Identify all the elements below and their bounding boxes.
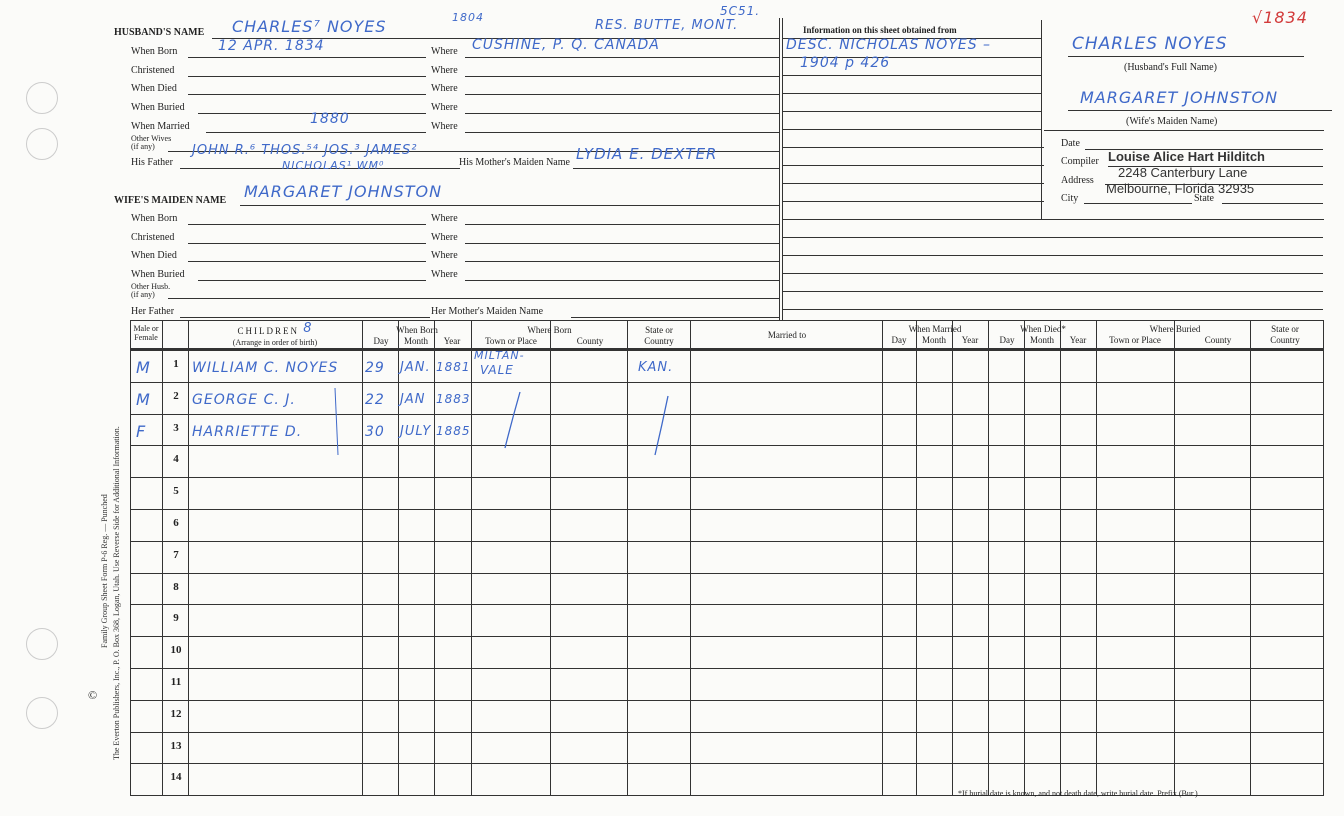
wife-mother-label: Her Mother's Maiden Name: [431, 306, 544, 317]
child-born-month: JAN.: [400, 360, 431, 375]
row-number: 11: [170, 676, 182, 688]
husband-father-value: JOHN R.⁶ THOS.⁵⁴ JOS.³ JAMES²: [192, 143, 418, 158]
when-born-header: When Born: [396, 325, 438, 335]
child-born-month: JAN: [400, 391, 426, 407]
husband-born-where-label: Where: [431, 46, 458, 57]
husband-name-label: HUSBAND'S NAME: [114, 27, 205, 38]
info-source-label: Information on this sheet obtained from: [803, 25, 957, 35]
child-sex: M: [136, 389, 151, 409]
died-day-header: Day: [999, 335, 1015, 345]
other-husb-label: Other Husb.: [131, 282, 171, 291]
child-born-day: 29: [365, 360, 385, 376]
publisher-caption: The Everton Publishers, Inc., P. O. Box 368, Logan, Utah. Use Reverse Side for Additional Information.: [112, 426, 121, 760]
other-wives-label: Other Wives: [131, 134, 172, 143]
wife-died-label: When Died: [131, 250, 177, 261]
row-number: 5: [173, 485, 179, 498]
child-name: WILLIAM C. NOYES: [192, 360, 339, 376]
wife-maiden-name-value: MARGARET JOHNSTON: [1080, 88, 1279, 107]
address-label: Address: [1061, 175, 1094, 186]
state-label: State: [1194, 193, 1214, 204]
form-caption: Family Group Sheet Form P-6 Reg. — Punched: [100, 494, 109, 648]
where-label: Where: [431, 65, 458, 76]
where-buried-header: Where Buried: [1149, 324, 1201, 334]
child-name: GEORGE C. J.: [192, 391, 296, 408]
child-name: HARRIETTE D.: [192, 423, 303, 440]
row-number: 6: [173, 517, 179, 529]
husband-born-value: 12 APR. 1834: [218, 38, 325, 54]
child-born-year: 1885: [436, 423, 471, 438]
husband-born-where-value: CUSHINE, P. Q. CANADA: [472, 37, 660, 53]
born-day-header: Day: [373, 336, 389, 346]
compiler-value: Louise Alice Hart Hilditch: [1108, 149, 1265, 164]
child-born-month: JULY: [400, 423, 432, 439]
row-number: 1: [173, 358, 179, 370]
child-born-town: MILTAN-: [474, 349, 525, 362]
city-value: Melbourne, Florida 32935: [1106, 181, 1255, 196]
children-count: 8: [303, 321, 313, 336]
married-day-header: Day: [891, 335, 907, 345]
buried-town-header: Town or Place: [1109, 335, 1161, 345]
born-year-header: Year: [443, 336, 461, 346]
husband-residence: RES. BUTTE, MONT.: [595, 18, 739, 33]
info-source-line2: 1904 p 426: [800, 55, 891, 71]
born-month-header: Month: [403, 336, 428, 346]
children-header-label: CHILDREN: [237, 326, 299, 336]
husband-name-value: CHARLES⁷ NOYES: [232, 17, 387, 36]
husband-margin-note: 5C51.: [720, 4, 761, 18]
sex-header: Male or Female: [133, 324, 159, 342]
buried-county-header: County: [1204, 335, 1232, 345]
address-value: 2248 Canterbury Lane: [1118, 165, 1248, 180]
husband-father-label: His Father: [131, 157, 173, 168]
where-label: Where: [431, 250, 458, 261]
copyright-mark: ©: [88, 688, 98, 702]
other-wives-ifany: (if any): [131, 142, 155, 151]
row-number: 10: [170, 644, 182, 657]
born-county-header: County: [576, 336, 604, 346]
husband-father-value-line2: NICHOLAS¹ WM⁰: [282, 159, 385, 172]
row-number: 7: [173, 548, 179, 561]
other-husb-ifany: (if any): [131, 290, 155, 299]
wife-buried-label: When Buried: [131, 269, 185, 280]
child-sex: F: [136, 421, 147, 441]
husband-mother-value: LYDIA E. DEXTER: [576, 145, 718, 163]
buried-state-header: State or Country: [1270, 324, 1300, 345]
wife-name-value: MARGARET JOHNSTON: [244, 182, 443, 201]
when-married-header: When Married: [908, 324, 962, 334]
row-number: 4: [173, 453, 179, 466]
row-number: 3: [173, 421, 179, 434]
row-number: 14: [170, 771, 182, 784]
born-state-header: State or Country: [644, 325, 674, 346]
reference-number: √1834: [1252, 8, 1308, 27]
husband-mother-label: His Mother's Maiden Name: [459, 157, 570, 168]
where-born-header: Where Born: [527, 325, 572, 335]
husband-full-name-value: CHARLES NOYES: [1072, 34, 1228, 54]
husband-born-label: When Born: [131, 46, 178, 57]
husband-year-note: 1804: [452, 11, 484, 24]
row-number: 8: [173, 580, 179, 593]
row-number: 13: [170, 739, 182, 752]
child-born-town-2: VALE: [480, 363, 514, 377]
where-label: Where: [431, 269, 458, 280]
born-town-header: Town or Place: [485, 336, 537, 346]
row-number: 2: [173, 389, 179, 402]
city-label: City: [1061, 193, 1079, 204]
child-sex: M: [136, 358, 151, 377]
child-born-day: 30: [365, 423, 385, 440]
child-born-year: 1883: [436, 391, 471, 406]
wife-father-label: Her Father: [131, 306, 175, 317]
where-label: Where: [431, 232, 458, 243]
husband-married-label: When Married: [131, 121, 190, 132]
husband-married-value: 1880: [310, 111, 350, 127]
husband-christened-label: Christened: [131, 65, 175, 76]
children-subheader: (Arrange in order of birth): [232, 338, 318, 347]
husband-buried-label: When Buried: [131, 102, 185, 113]
where-label: Where: [431, 83, 458, 94]
where-label: Where: [431, 213, 458, 224]
child-born-year: 1881: [436, 360, 471, 374]
child-born-day: 22: [365, 391, 385, 408]
child-born-state: KAN.: [638, 360, 674, 375]
row-number: 12: [170, 707, 182, 720]
table-footnote: *If burial date is known, and not death date, write burial date. Prefix (Bur.): [958, 789, 1198, 798]
where-label: Where: [431, 121, 458, 132]
wife-born-label: When Born: [131, 213, 178, 224]
info-source-line1: DESC. NICHOLAS NOYES –: [786, 37, 992, 53]
died-month-header: Month: [1029, 335, 1054, 345]
wife-maiden-name-caption: (Wife's Maiden Name): [1126, 116, 1218, 127]
compiler-label: Compiler: [1061, 156, 1099, 167]
husband-full-name-caption: (Husband's Full Name): [1124, 62, 1217, 73]
when-died-header: When Died*: [1020, 324, 1066, 334]
husband-died-label: When Died: [131, 83, 177, 94]
row-number: 9: [173, 612, 179, 625]
where-label: Where: [431, 102, 458, 113]
date-label: Date: [1061, 138, 1080, 149]
wife-name-label: WIFE'S MAIDEN NAME: [114, 195, 227, 206]
married-to-header: Married to: [767, 330, 807, 340]
married-month-header: Month: [921, 335, 946, 345]
wife-christened-label: Christened: [131, 232, 175, 243]
married-year-header: Year: [961, 335, 979, 345]
died-year-header: Year: [1069, 335, 1087, 345]
